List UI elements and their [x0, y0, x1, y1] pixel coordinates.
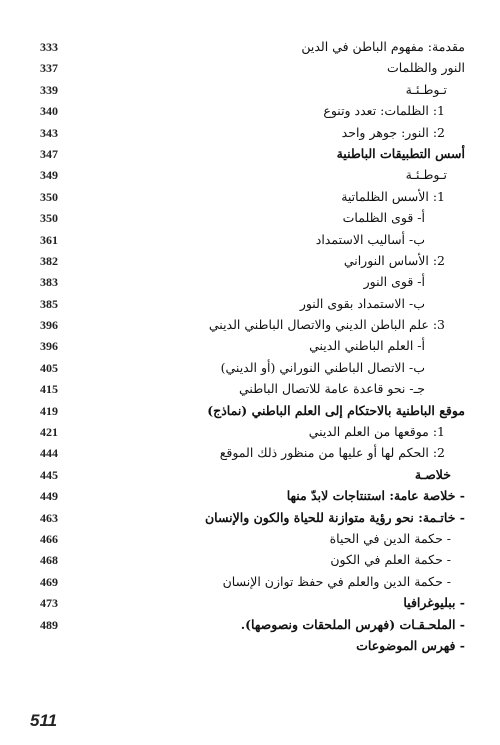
toc-entry	[40, 530, 465, 551]
toc-entry	[40, 316, 465, 337]
toc-entry-title: - خاتـمة: نحو رؤية متوازنة للحياة والكون والإنسان	[204, 509, 465, 525]
toc-entry	[40, 124, 465, 145]
toc-entry	[40, 252, 465, 273]
toc-entry-title: أ- قوى الظلمات	[342, 210, 425, 226]
toc-entry-title: ب- الاتصال الباطني النوراني (أو الديني)	[220, 359, 425, 375]
toc-entry-title: - فهرس الموضوعات	[356, 637, 465, 653]
toc-page-number: 415	[40, 382, 58, 397]
toc-entry-title: مقدمة: مفهوم الباطن في الدين	[301, 39, 465, 54]
toc-entry	[40, 487, 465, 508]
toc-entry	[40, 145, 465, 166]
toc-page-number: 350	[40, 189, 58, 204]
toc-entry	[40, 637, 465, 658]
toc-page-number: 469	[40, 574, 58, 589]
toc-entry-title: النور والظلمات	[386, 60, 465, 76]
toc-entry-title: موقع الباطنية بالاحتكام إلى العلم الباطني (نماذج)	[207, 402, 465, 418]
toc-entry	[40, 166, 465, 187]
toc-page-number: 333	[40, 40, 58, 54]
toc-page-number: 382	[40, 253, 58, 268]
toc-entry	[40, 273, 465, 294]
page-number: 511	[30, 711, 58, 730]
toc-entry	[40, 337, 465, 358]
toc-entry-title: 2: الحكم لها أو عليها من منظور ذلك الموقع	[219, 445, 445, 461]
toc-entry-title: - الملحـقـات (فهرس الملحقات ونصوصها).	[240, 616, 465, 632]
toc-page-number: 419	[40, 403, 58, 418]
toc-entry	[40, 359, 465, 380]
toc-entry	[40, 402, 465, 423]
toc-entry-title: 3: علم الباطن الديني والاتصال الباطني الديني	[208, 317, 445, 333]
toc-entry-title: ب- أساليب الاستمداد	[315, 231, 425, 247]
toc-page-number: 383	[40, 275, 58, 290]
toc-page-number: 337	[40, 61, 58, 76]
toc-entry-title: - حكمة الدين والعلم في حفظ توازن الإنسان	[222, 573, 451, 589]
toc-page-number: 468	[40, 553, 58, 568]
toc-page-number: 343	[40, 125, 58, 140]
toc-entry	[40, 81, 465, 102]
toc-entry	[40, 423, 465, 444]
toc-page-number: 396	[40, 318, 58, 333]
toc-entry-title: خلاصـة	[414, 466, 451, 482]
toc-page-number: 349	[40, 168, 58, 183]
toc-entry-title: - حكمة الدين في الحياة	[329, 530, 451, 546]
toc-entry-title: أ- العلم الباطني الديني	[309, 338, 425, 354]
toc-entry-title: تـوطـئـة	[405, 81, 447, 97]
toc-entry	[40, 380, 465, 401]
toc-page-number: 339	[40, 82, 58, 97]
toc-entry	[40, 509, 465, 530]
toc-page-number: 473	[40, 596, 58, 611]
toc-entry-title: أسس التطبيقات الباطنية	[336, 145, 465, 161]
toc-entry-title: - خلاصة عامة: استنتاجات لابدّ منها	[286, 488, 465, 504]
toc-entry-title: تـوطـئـة	[405, 167, 447, 183]
toc-page-number: 340	[40, 104, 58, 119]
toc-page-number: 361	[40, 232, 58, 247]
toc-entry	[40, 59, 465, 80]
toc-page-number: 385	[40, 296, 58, 311]
toc-entry	[40, 551, 465, 572]
toc-entry-title: 2: النور: جوهر واحد	[341, 124, 445, 140]
toc-page-number: 466	[40, 531, 58, 546]
toc-page-number: 444	[40, 446, 58, 461]
toc-entry	[40, 231, 465, 252]
toc-entry	[40, 573, 465, 594]
toc-entry-title: - حكمة العلم في الكون	[330, 552, 451, 568]
toc-entry-title: 1: الظلمات: تعدد وتنوع	[323, 103, 445, 119]
toc-page-number: 405	[40, 360, 58, 375]
toc-page-number: 347	[40, 146, 58, 161]
toc-page-number: 449	[40, 489, 58, 504]
toc-entry-title: 1: موقعها من العلم الديني	[308, 424, 445, 440]
toc-entry	[40, 209, 465, 230]
toc-entry-title: أ- قوى النور	[363, 274, 425, 290]
toc-page-number: 489	[40, 617, 58, 632]
toc-page-number: 350	[40, 211, 58, 226]
toc-entry	[40, 616, 465, 637]
toc-entry-title: جـ- نحو قاعدة عامة للاتصال الباطني	[239, 381, 425, 397]
toc-entry-title: - ببليوغرافيا	[403, 595, 465, 611]
toc-page-number: 421	[40, 425, 58, 440]
toc-entry	[40, 444, 465, 465]
toc-entry-title: 2: الأساس النوراني	[343, 252, 445, 268]
toc-entry-title: ب- الاستمداد بقوى النور	[299, 295, 425, 311]
toc-entry	[40, 594, 465, 615]
toc-entry	[40, 466, 465, 487]
toc-page-number: 445	[40, 467, 58, 482]
toc-entry	[40, 38, 465, 59]
toc-entry	[40, 102, 465, 123]
toc-entry	[40, 295, 465, 316]
table-of-contents	[40, 38, 465, 658]
toc-page-number: 463	[40, 510, 58, 525]
toc-entry	[40, 188, 465, 209]
toc-page-number: 396	[40, 339, 58, 354]
toc-entry-title: 1: الأسس الظلماتية	[341, 188, 445, 204]
